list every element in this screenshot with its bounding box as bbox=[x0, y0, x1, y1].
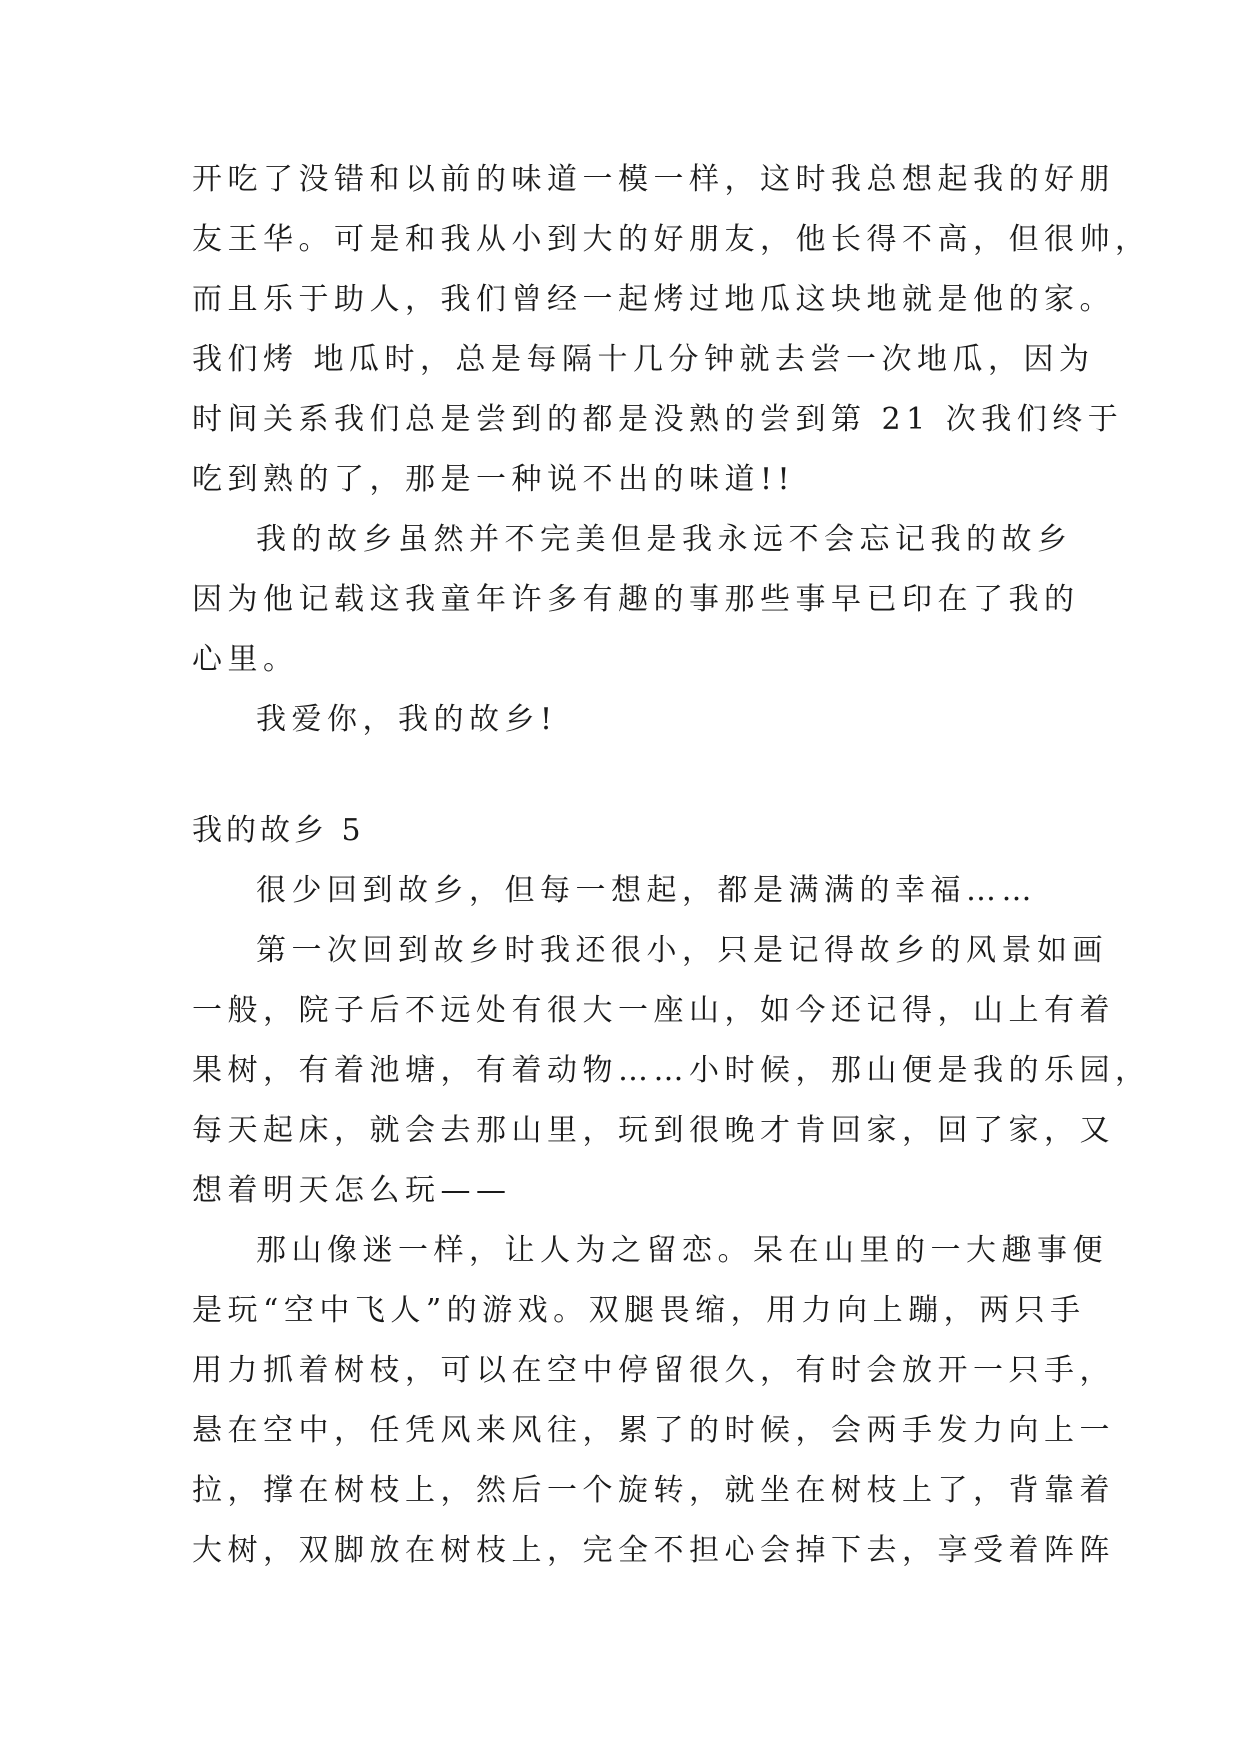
text-line: 果树，有着池塘，有着动物……小时候，那山便是我的乐园， bbox=[192, 1053, 1151, 1088]
text-line: 我的故乡虽然并不完美但是我永远不会忘记我的故乡 bbox=[256, 522, 1073, 557]
text-line: 大树，双脚放在树枝上，完全不担心会掉下去，享受着阵阵 bbox=[192, 1533, 1115, 1568]
text-line: 而且乐于助人，我们曾经一起烤过地瓜这块地就是他的家。 bbox=[192, 282, 1115, 317]
text-line: 因为他记载这我童年许多有趣的事那些事早已印在了我的 bbox=[192, 582, 1080, 617]
text-line: 悬在空中，任凭风来风往，累了的时候，会两手发力向上一 bbox=[192, 1413, 1115, 1448]
text-line: 用力抓着树枝，可以在空中停留很久，有时会放开一只手， bbox=[192, 1353, 1115, 1388]
text-line: 心里。 bbox=[192, 642, 299, 677]
text-line: 是玩“空中飞人”的游戏。双腿畏缩，用力向上蹦，两只手 bbox=[192, 1293, 1086, 1328]
text-line: 每天起床，就会去那山里，玩到很晚才肯回家，回了家，又 bbox=[192, 1113, 1115, 1148]
text-line: 我们烤 地瓜时，总是每隔十几分钟就去尝一次地瓜，因为 bbox=[192, 342, 1095, 377]
text-line: 时间关系我们总是尝到的都是没熟的尝到第 21 次我们终于 bbox=[192, 402, 1124, 437]
section-title: 我的故乡 5 bbox=[192, 813, 365, 848]
text-line: 友王华。可是和我从小到大的好朋友，他长得不高，但很帅， bbox=[192, 222, 1151, 257]
text-line: 拉，撑在树枝上，然后一个旋转，就坐在树枝上了，背靠着 bbox=[192, 1473, 1115, 1508]
text-line: 吃到熟的了，那是一种说不出的味道!! bbox=[192, 462, 796, 497]
text-line: 开吃了没错和以前的味道一模一样，这时我总想起我的好朋 bbox=[192, 162, 1115, 197]
text-line: 那山像迷一样，让人为之留恋。呆在山里的一大趣事便 bbox=[256, 1233, 1108, 1268]
text-line: 很少回到故乡，但每一想起，都是满满的幸福…… bbox=[256, 873, 1037, 908]
text-line: 想着明天怎么玩—— bbox=[192, 1173, 512, 1208]
text-line: 我爱你，我的故乡! bbox=[256, 702, 558, 737]
text-line: 一般，院子后不远处有很大一座山，如今还记得，山上有着 bbox=[192, 993, 1115, 1028]
text-line: 第一次回到故乡时我还很小，只是记得故乡的风景如画 bbox=[256, 933, 1108, 968]
